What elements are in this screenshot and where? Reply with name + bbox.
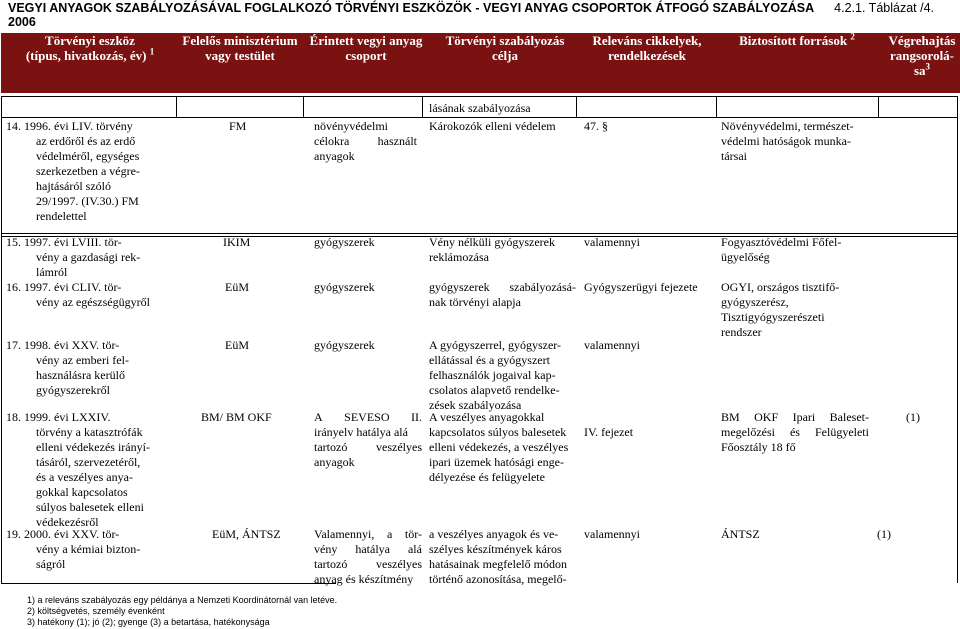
table-right-border [957, 96, 958, 583]
row-19-priority: (1) [877, 527, 891, 541]
row-14-ministry: FM [229, 119, 247, 133]
row-16-articles: Gyógyszerügyi fejezete [584, 280, 698, 294]
row-19-chemical-group: Valamennyi, a tör- vény hatálya alá tartozó veszélyes anyag és készítmény [314, 527, 422, 586]
header-instrument: Törvényi eszköz (típus, hivatkozás, év) $^1$ [25, 33, 155, 63]
header-ministry: Felelős minisztérium vagy testület [182, 33, 298, 63]
row-19-purpose: a veszélyes anyagok és ve- szélyes készítmények káros hatásainak megfelelő módon történő azonosítása, megelő- [429, 527, 567, 586]
column-divider [422, 96, 423, 117]
column-divider [576, 96, 577, 117]
carryover-text: lásának szabályozása [429, 101, 531, 115]
row-18-articles: IV. fejezet [584, 425, 634, 439]
row-15-resources: Fogyasztóvédelmi Főfel- ügyelőség [721, 235, 842, 264]
table-bottom-rule [1, 583, 336, 584]
row-16-resources: OGYI, országos tisztifő- gyógyszerész, Tisztigyógyszerészeti rendszer [721, 280, 840, 339]
document-year: 2006 [8, 15, 36, 29]
row-18-resources: BM OKF Ipari Baleset- megelőzési és Felügyeleti Főosztály 18 fő [721, 410, 869, 454]
row-17-purpose: A gyógyszerrel, gyógyszer- ellátással és a gyógyszert felhasználók jogaival kap- csolatos alapvető rendelke- zések szabályozása [429, 338, 562, 412]
row-17-articles: valamennyi [584, 338, 640, 352]
footnote-2: 2) költségvetés, személy évenként [27, 606, 165, 616]
row-18-ministry: BM/ BM OKF [201, 410, 272, 424]
row-14-resources: Növényvédelmi, természet- védelmi hatóságok munka- társai [721, 119, 854, 163]
column-divider [716, 96, 717, 117]
row-19-instrument: 19. 2000. évi XXV. tör- vény a kémiai bizton- ságról [6, 527, 141, 571]
row-15-instrument: 15. 1997. évi LVIII. tör- vény a gazdasági rek- lámról [6, 235, 141, 279]
row-16-ministry: EüM [225, 280, 249, 294]
row-15-articles: valamennyi [584, 235, 640, 249]
table-top-rule [1, 96, 958, 97]
table-row-rule [1, 233, 958, 234]
document-title: VEGYI ANYAGOK SZABÁLYOZÁSÁVAL FOGLALKOZÓ TÖRVÉNYI ESZKÖZÖK - VEGYI ANYAG CSOPORTOK ÁTFOGÓ SZABÁLYOZÁSA [8, 1, 815, 15]
footnote-1: 1) a releváns szabályozás egy példánya a Nemzeti Koordinátornál van letéve. [27, 595, 338, 605]
row-17-instrument: 17. 1998. évi XXV. tör- vény az emberi fel- használásra kerülő gyógyszerekről [6, 338, 129, 397]
row-16-purpose: gyógyszerek szabályozásá- nak törvényi alapja [429, 280, 576, 309]
row-15-purpose: Vény nélküli gyógyszerek reklámozása [429, 235, 555, 264]
row-18-purpose: A veszélyes anyagokkal kapcsolatos súlyos balesetek elleni védekezés, a veszélyes ipari üzemek hatósági enge- délyezése és felügyelete [429, 410, 569, 484]
row-17-chemical-group: gyógyszerek [314, 338, 375, 352]
footnote-3: 3) hatékony (1); jó (2); gyenge (3) a betartása, hatékonysága [27, 617, 270, 627]
header-priority: Végrehajtás rangsorolá- $sa^3$ [888, 33, 956, 78]
row-18-chemical-group: A SEVESO II. irányelv hatálya alá tartozó veszélyes anyagok [314, 410, 422, 469]
row-14-articles: 47. § [584, 119, 608, 133]
table-reference: 4.2.1. Táblázat /4. [834, 1, 934, 15]
table-row-rule [1, 117, 958, 118]
column-divider [303, 96, 304, 117]
header-purpose: Törvényi szabályozás célja [445, 33, 565, 63]
row-19-articles: valamennyi [584, 527, 640, 541]
table-left-border [1, 96, 2, 583]
column-divider [176, 96, 177, 117]
row-18-priority: (1) [906, 410, 920, 424]
row-14-chemical-group: növényvédelmi célokra használt anyagok [314, 119, 417, 163]
header-articles: Releváns cikkelyek, rendelkezések [592, 33, 702, 63]
column-divider [878, 96, 879, 117]
row-16-chemical-group: gyógyszerek [314, 280, 375, 294]
row-15-ministry: IKIM [223, 235, 251, 249]
row-17-ministry: EüM [225, 338, 249, 352]
header-chemical-group: Érintett vegyi anyag csoport [309, 33, 423, 63]
row-14-purpose: Károkozók elleni védelem [429, 119, 556, 133]
row-18-instrument: 18. 1999. évi LXXIV. törvény a katasztrófák elleni védekezés irányí- tásáról, szervezetéről, és a veszélyes anya- gokkal kapcsolatos súlyos balesetek elleni védekezésről [6, 410, 150, 529]
row-19-resources: ÁNTSZ [721, 527, 760, 541]
row-19-ministry: EüM, ÁNTSZ [212, 527, 281, 541]
row-14-instrument: 14. 1996. évi LIV. törvény az erdőről és az erdő védelméről, egységes szerkezetben a végre- hajtásáról szóló 29/1997. (IV.30.) FM rendelettel [6, 119, 140, 223]
header-resources: Biztosított források $^2$ [739, 31, 855, 48]
row-16-instrument: 16. 1997. évi CLIV. tör- vény az egészségügyről [6, 280, 150, 309]
row-15-chemical-group: gyógyszerek [314, 235, 375, 249]
